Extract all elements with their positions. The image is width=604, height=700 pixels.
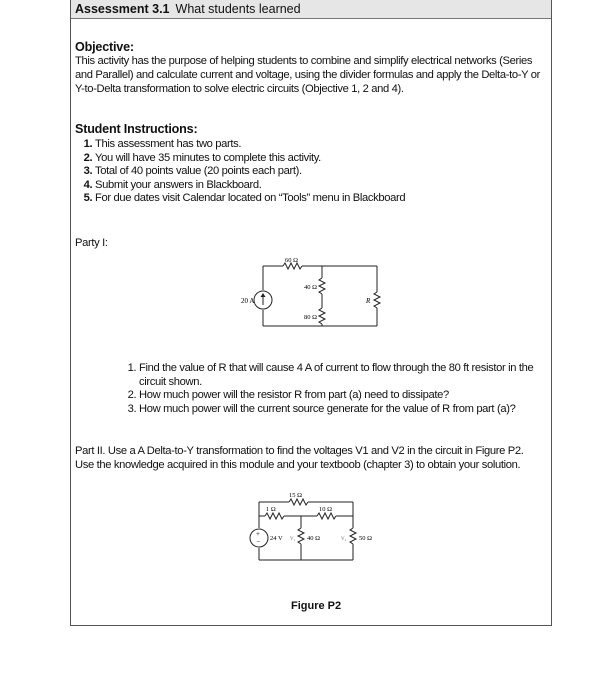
resistor-80-symbol	[319, 308, 325, 324]
part1-questions	[105, 360, 559, 416]
c1-label-40: 40 Ω	[304, 284, 317, 291]
resistor-r-symbol	[374, 292, 380, 308]
c2-label-v2: V₂	[341, 537, 347, 542]
c1-label-source: 20 A	[241, 297, 255, 305]
question-item: 2. How much power will the resistor R from part (a) need to dissipate?	[139, 389, 559, 403]
resistor-1-symbol	[265, 513, 284, 519]
c1-label-60: 60 Ω	[285, 257, 298, 264]
instruction-item: 5. For due dates visit Calendar located on “Tools” menu in Blackboard	[95, 192, 405, 206]
assessment-subtitle: What students learned	[175, 2, 301, 16]
objective-heading: Objective:	[75, 40, 134, 54]
resistor-40-symbol	[319, 278, 325, 294]
instruction-item: 3. Total of 40 points value (20 points each part).	[95, 165, 405, 179]
resistor-40b-symbol	[298, 528, 304, 544]
assessment-frame	[70, 0, 552, 626]
svg-text:+: +	[256, 530, 260, 538]
c2-label-50: 50 Ω	[359, 535, 372, 542]
c2-label-10: 10 Ω	[319, 506, 332, 513]
figure-p2-label: Figure P2	[291, 600, 342, 612]
part1-question-list	[105, 362, 559, 416]
objective-text: This activity has the purpose of helping students to combine and simplify electrical networks (Series and Parallel) and calculate current and voltage, using the divider formulas and apply the Delta-to-Y or Y-to-Delta transformation to solve electric circuits (Objective 1, 2 and 4).	[75, 55, 540, 95]
assessment-title: Assessment 3.1	[75, 2, 170, 16]
part2-text: Part II. Use a A Delta-to-Y transformation to find the voltages V1 and V2 in the circuit in Figure P2. Use the knowledge acquired in this module and your textboob (chapter 3) to obtain your solution.	[75, 445, 524, 471]
instructions-section	[75, 122, 405, 206]
resistor-50-symbol	[350, 528, 356, 544]
instruction-item: 1. This assessment has two parts.	[95, 138, 405, 152]
svg-text:−: −	[256, 538, 261, 546]
resistor-15-symbol	[289, 499, 308, 505]
c2-label-v1: V₁	[290, 537, 296, 542]
question-item: 3. How much power will the current source generate for the value of R from part (a)?	[139, 403, 559, 417]
c2-label-40: 40 Ω	[307, 535, 320, 542]
instructions-list	[75, 138, 405, 206]
instruction-item: 4. Submit your answers in Blackboard.	[95, 179, 405, 193]
c1-label-80: 80 Ω	[304, 314, 317, 321]
assessment-header	[71, 0, 551, 19]
c2-label-1: 1 Ω	[266, 506, 276, 513]
instructions-heading: Student Instructions:	[75, 122, 198, 136]
resistor-10-symbol	[317, 513, 336, 519]
c1-label-r: R	[366, 297, 371, 305]
c2-label-source: 24 V	[270, 535, 283, 542]
objective-section	[75, 40, 545, 96]
circuit-2-diagram	[231, 488, 391, 578]
circuit-1-diagram	[221, 254, 441, 334]
c2-label-15: 15 Ω	[289, 492, 302, 499]
instruction-item: 2. You will have 35 minutes to complete this activity.	[95, 152, 405, 166]
part1-label: Party I:	[75, 237, 108, 249]
question-item: 1. Find the value of R that will cause 4 A of current to flow through the 80 ft resistor in the circuit shown.	[139, 362, 559, 389]
